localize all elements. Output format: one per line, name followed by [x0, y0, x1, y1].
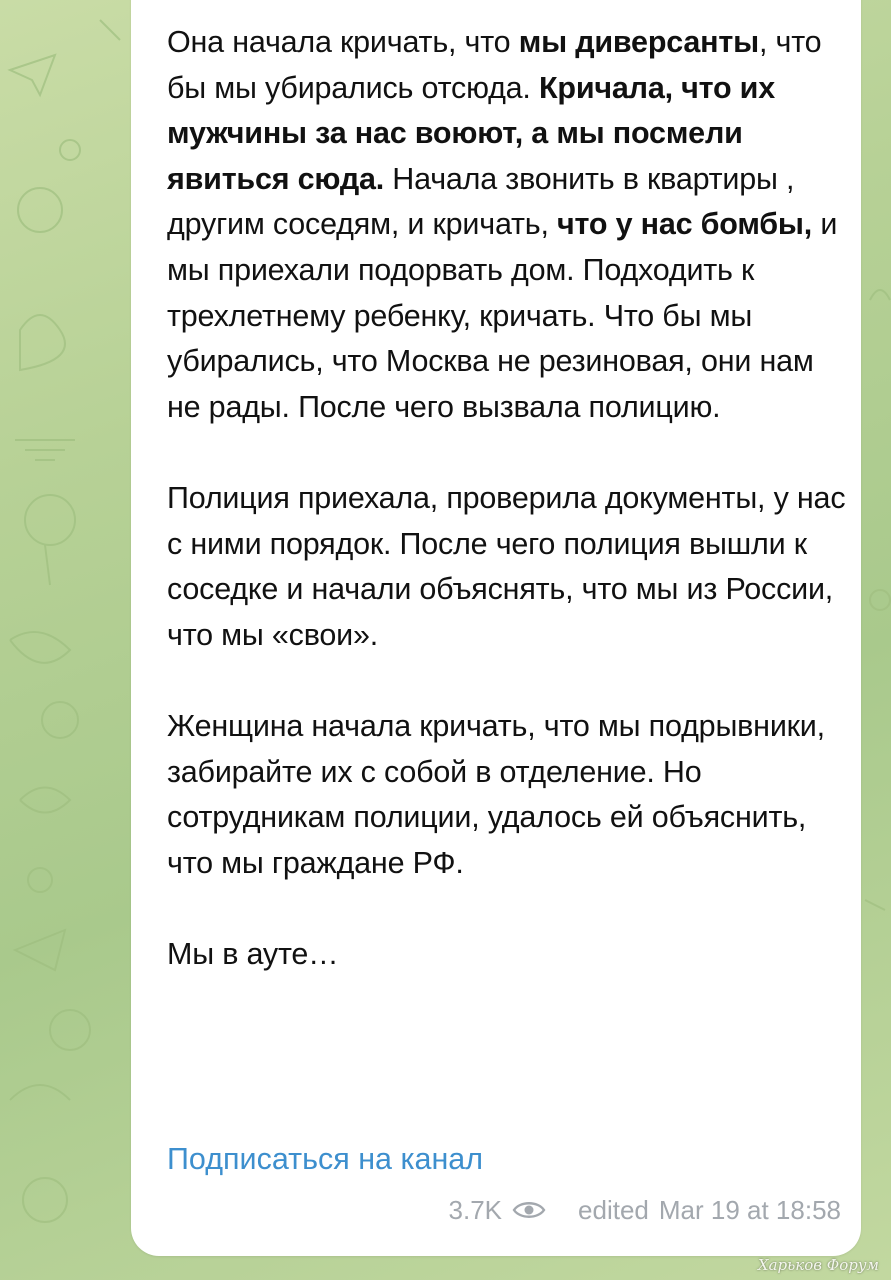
text-segment: и мы приехали подорвать дом. Подходить к трехлетнему ребенку, кричать. Что бы мы убирались, что Москва не резиновая, они нам не рады. После чего вызвала полицию.: [167, 207, 838, 424]
message-paragraph: [167, 932, 847, 978]
text-segment: Полиция приехала, проверила документы, у нас с ними порядок. После чего полиция вышли к соседке и начали объяснять, что мы из России, что мы «свои».: [167, 480, 846, 652]
bold-text-segment: мы диверсанты: [518, 25, 759, 59]
subscribe-link[interactable]: Подписаться на канал: [167, 1142, 484, 1176]
text-segment: Начала звонить в квартиры , другим соседям, и кричать,: [167, 161, 795, 242]
bold-text-segment: что у нас бомбы,: [557, 207, 813, 242]
message-paragraph: [167, 476, 847, 658]
text-segment: , что бы мы убирались отсюда.: [167, 25, 822, 105]
bold-text-segment: Кричала, что их мужчины за нас воюют, а мы посмели явиться сюда.: [167, 70, 775, 196]
paper-plane-doodle: [10, 55, 55, 95]
message-paragraph: [167, 704, 847, 886]
eye-icon: [512, 1199, 546, 1221]
view-count: 3.7K: [448, 1194, 503, 1225]
edited-label: edited: [578, 1194, 649, 1225]
watermark: Харьков Форум: [757, 1256, 879, 1274]
message-timestamp: Mar 19 at 18:58: [658, 1194, 841, 1225]
message-text: [167, 20, 847, 1023]
text-segment: Она начала кричать, что: [167, 25, 519, 59]
text-segment: Женщина начала кричать, что мы подрывники, забирайте их с собой в отделение. Но сотрудникам полиции, удалось ей объяснить, что мы граждане РФ.: [167, 708, 825, 880]
message-paragraph: [167, 20, 847, 430]
text-segment: Мы в ауте…: [167, 936, 339, 971]
message-meta: [449, 1190, 841, 1230]
